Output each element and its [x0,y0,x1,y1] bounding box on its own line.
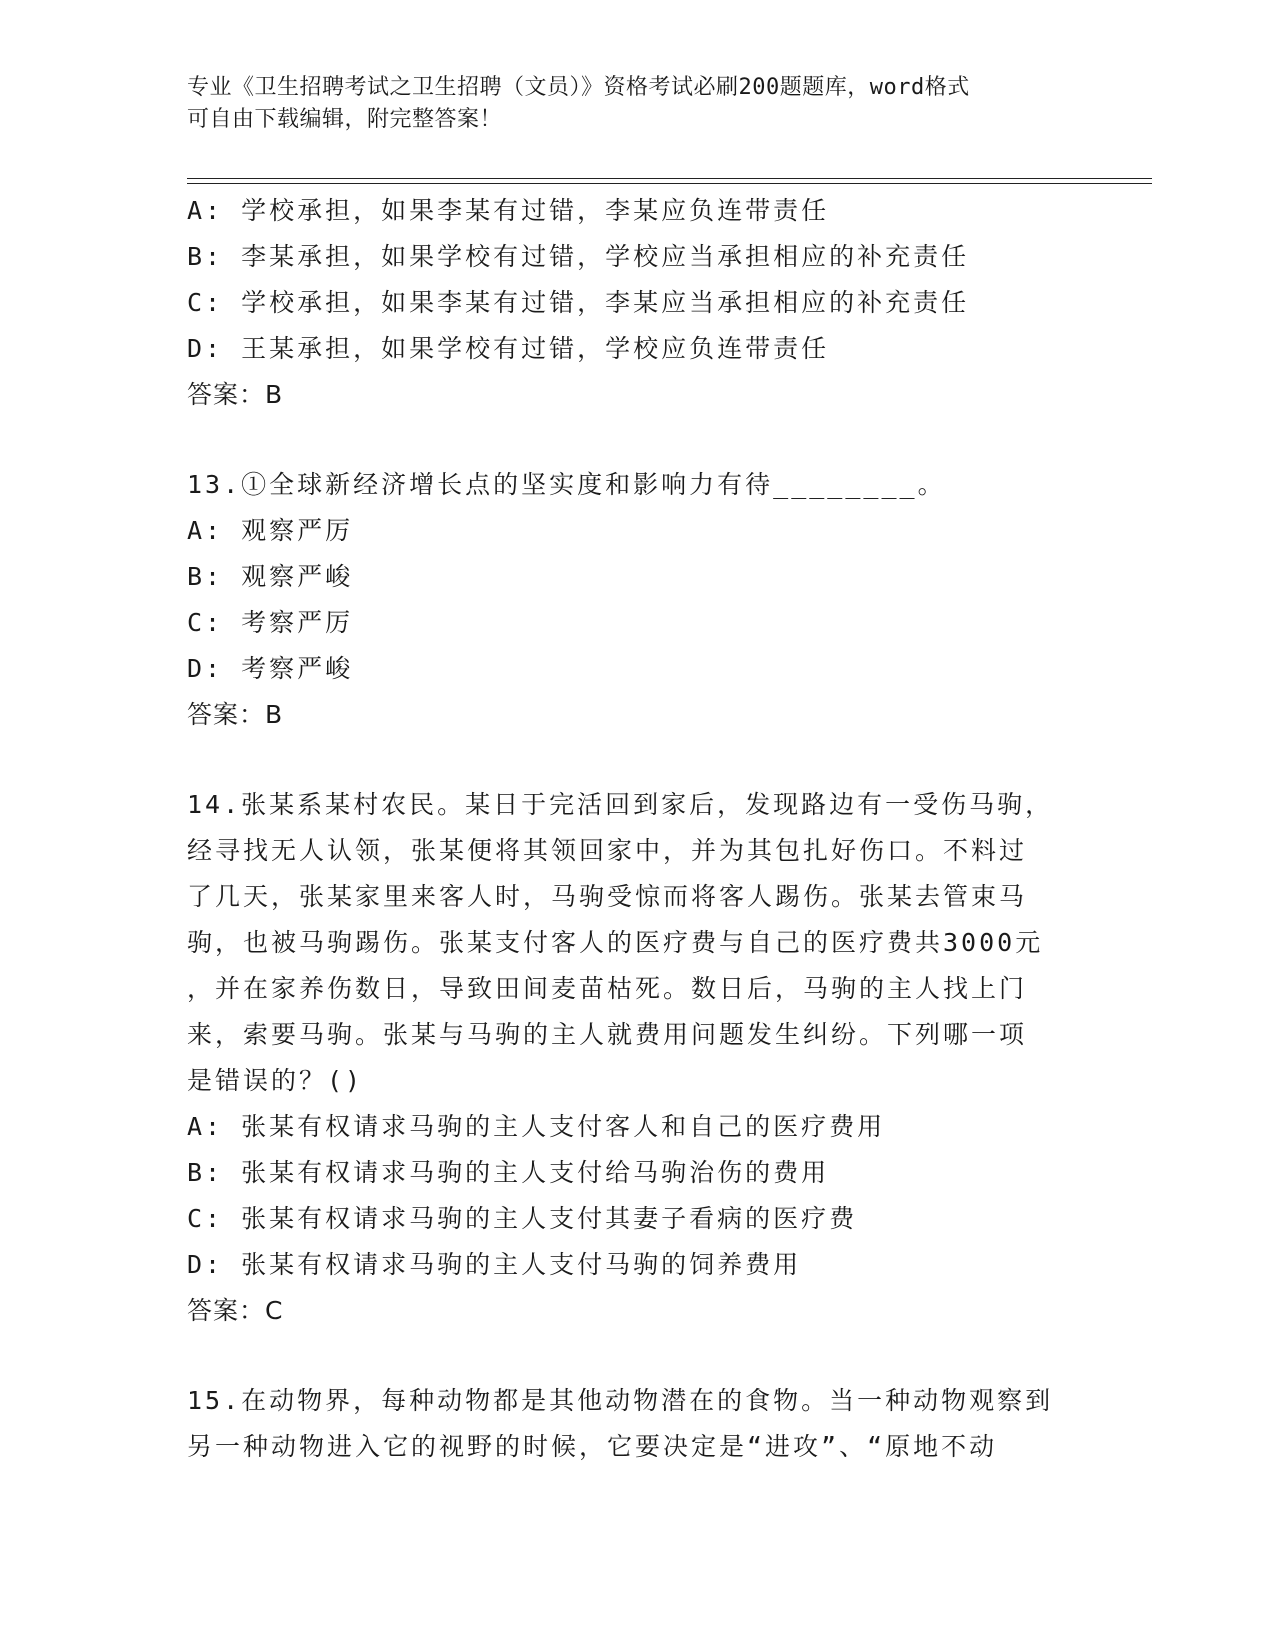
q14-option-c: C: 张某有权请求马驹的主人支付其妻子看病的医疗费 [187,1204,858,1233]
q12-option-a: A: 学校承担，如果李某有过错，李某应负连带责任 [187,196,830,225]
spacer [187,738,1087,782]
document-header [187,72,1087,136]
q14-stem-line: ，并在家养伤数日，导致田间麦苗枯死。数日后，马驹的主人找上门 [187,974,1028,1003]
q14-stem-line: 驹，也被马驹踢伤。张某支付客人的医疗费与自己的医疗费共3000元 [187,928,1044,957]
q13-option-a: A: 观察严厉 [187,516,354,545]
q13-stem: 13.①全球新经济增长点的坚实度和影响力有待________。 [187,470,946,499]
spacer [187,1334,1087,1378]
question-14 [187,782,1087,1334]
q14-stem-line: 经寻找无人认领，张某便将其领回家中，并为其包扎好伤口。不料过 [187,836,1028,865]
header-rule-top [187,178,1152,179]
q12-answer: 答案：B [187,380,284,409]
document-body [187,188,1087,1470]
q14-stem-line: 了几天，张某家里来客人时，马驹受惊而将客人踢伤。张某去管束马 [187,882,1028,911]
header-line-1: 专业《卫生招聘考试之卫生招聘（文员）》资格考试必刷200题题库，word格式 [187,75,970,100]
q14-stem-line: 是错误的？() [187,1066,364,1095]
q14-answer: 答案：C [187,1296,284,1325]
question-15 [187,1378,1087,1470]
q12-option-d: D: 王某承担，如果学校有过错，学校应负连带责任 [187,334,830,363]
q14-option-d: D: 张某有权请求马驹的主人支付马驹的饲养费用 [187,1250,802,1279]
q13-option-b: B: 观察严峻 [187,562,354,591]
q13-answer: 答案：B [187,700,284,729]
header-rule-bottom [187,183,1152,184]
q15-stem-line: 15.在动物界，每种动物都是其他动物潜在的食物。当一种动物观察到 [187,1386,1054,1415]
q12-option-c: C: 学校承担，如果李某有过错，李某应当承担相应的补充责任 [187,288,970,317]
header-line-2: 可自由下载编辑，附完整答案！ [187,107,503,132]
q13-option-d: D: 考察严峻 [187,654,354,683]
question-12 [187,188,1087,418]
q13-option-c: C: 考察严厉 [187,608,354,637]
q14-stem-line: 来，索要马驹。张某与马驹的主人就费用问题发生纠纷。下列哪一项 [187,1020,1028,1049]
q14-stem-line: 14.张某系某村农民。某日于完活回到家后，发现路边有一受伤马驹， [187,790,1054,819]
q15-stem-line: 另一种动物进入它的视野的时候，它要决定是“进攻”、“原地不动 [187,1432,998,1461]
question-13 [187,462,1087,738]
q14-option-b: B: 张某有权请求马驹的主人支付给马驹治伤的费用 [187,1158,830,1187]
spacer [187,418,1087,462]
q12-option-b: B: 李某承担，如果学校有过错，学校应当承担相应的补充责任 [187,242,970,271]
q14-option-a: A: 张某有权请求马驹的主人支付客人和自己的医疗费用 [187,1112,886,1141]
